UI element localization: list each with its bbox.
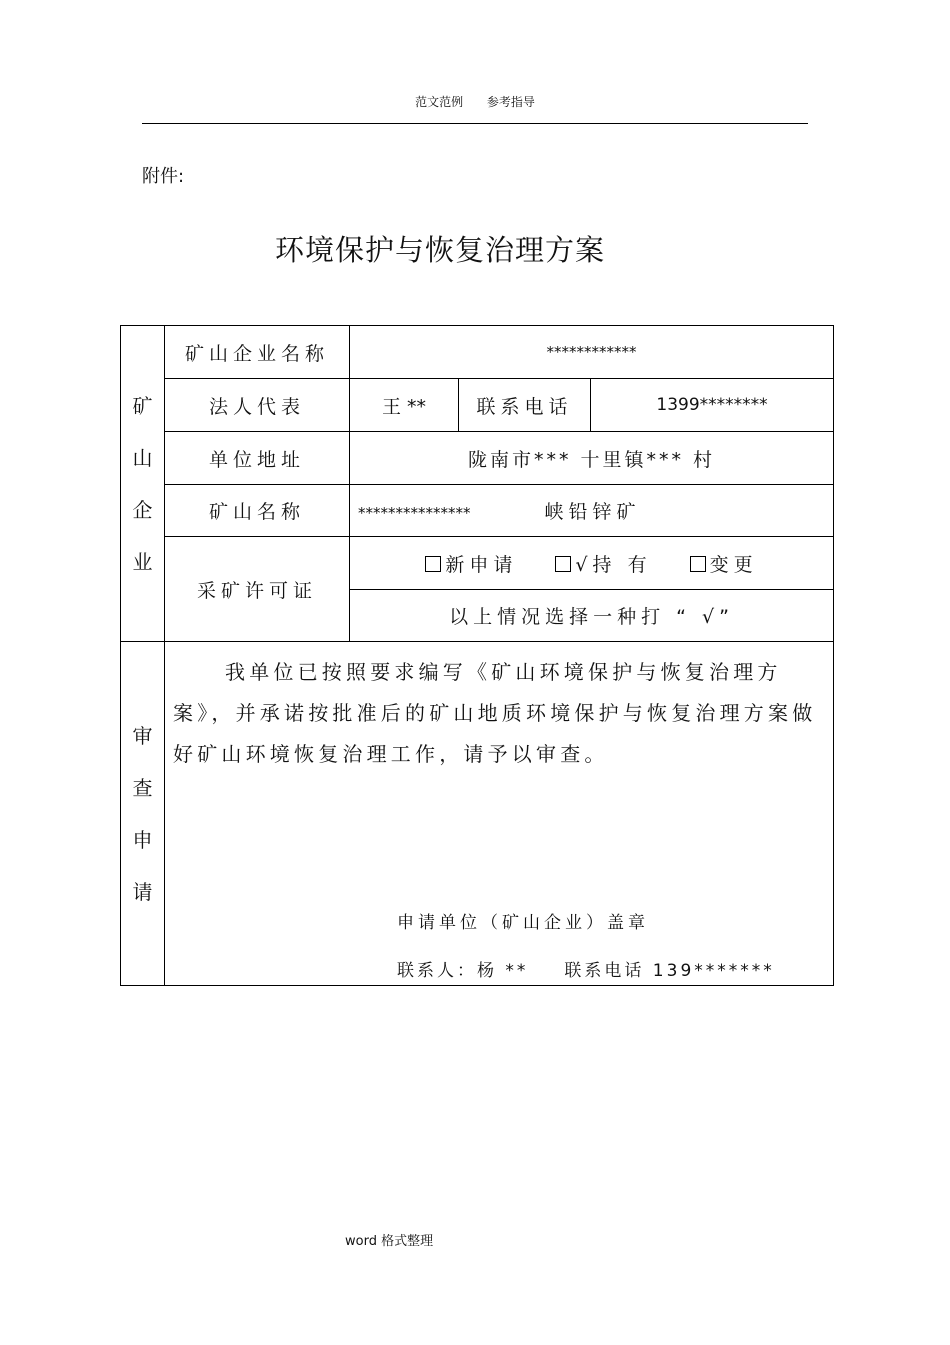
checkbox-icon[interactable] bbox=[555, 556, 571, 572]
seal-line: 申请单位（矿山企业）盖章 bbox=[397, 913, 649, 933]
legal-rep-value: 王 ** bbox=[350, 379, 459, 432]
review-statement: 我单位已按照要求编写《矿山环境保护与恢复治理方案》，并承诺按批准后的矿山地质环境保护与恢复治理方案做好矿山环境恢复治理工作，请予以审查。 bbox=[173, 660, 817, 766]
address-label: 单位地址 bbox=[165, 432, 350, 485]
contact-person: 联系人：杨 ** bbox=[397, 961, 529, 981]
header-divider bbox=[142, 123, 808, 124]
page-footer: word 格式整理 bbox=[345, 1234, 434, 1249]
checkbox-icon[interactable] bbox=[690, 556, 706, 572]
license-note: 以上情况选择一种打 “ √” bbox=[350, 590, 834, 642]
address-value: 陇南市*** 十里镇*** 村 bbox=[350, 432, 834, 485]
license-option-new[interactable]: 新申请 bbox=[425, 550, 517, 577]
checkbox-icon[interactable] bbox=[425, 556, 441, 572]
application-form bbox=[120, 325, 834, 986]
mine-name-cell bbox=[350, 485, 834, 537]
review-body bbox=[165, 642, 834, 986]
phone-label: 联系电话 bbox=[459, 379, 591, 432]
mine-name-code: *************** bbox=[358, 504, 471, 522]
company-name-value: ************ bbox=[350, 326, 834, 379]
header-left-text: 范文范例 bbox=[415, 95, 464, 109]
enterprise-section-label: 矿 山 企 业 bbox=[121, 326, 165, 642]
document-title: 环境保护与恢复治理方案 bbox=[274, 233, 605, 267]
license-label: 采矿许可证 bbox=[165, 537, 350, 642]
company-name-label: 矿山企业名称 bbox=[165, 326, 350, 379]
page-header bbox=[0, 93, 950, 110]
review-section-label: 审 查 申 请 bbox=[121, 642, 165, 986]
contact-line bbox=[397, 956, 775, 981]
license-options bbox=[350, 537, 834, 590]
attachment-label: 附件: bbox=[142, 166, 185, 187]
legal-rep-label: 法人代表 bbox=[165, 379, 350, 432]
mine-name-value: 峡铅锌矿 bbox=[544, 501, 641, 523]
phone-value: 1399******** bbox=[591, 379, 834, 432]
mine-name-label: 矿山名称 bbox=[165, 485, 350, 537]
license-option-change[interactable]: 变更 bbox=[690, 550, 758, 577]
license-option-hold[interactable]: √持 有 bbox=[555, 550, 651, 577]
header-right-text: 参考指导 bbox=[486, 95, 535, 109]
contact-phone: 联系电话 139******* bbox=[564, 961, 775, 981]
